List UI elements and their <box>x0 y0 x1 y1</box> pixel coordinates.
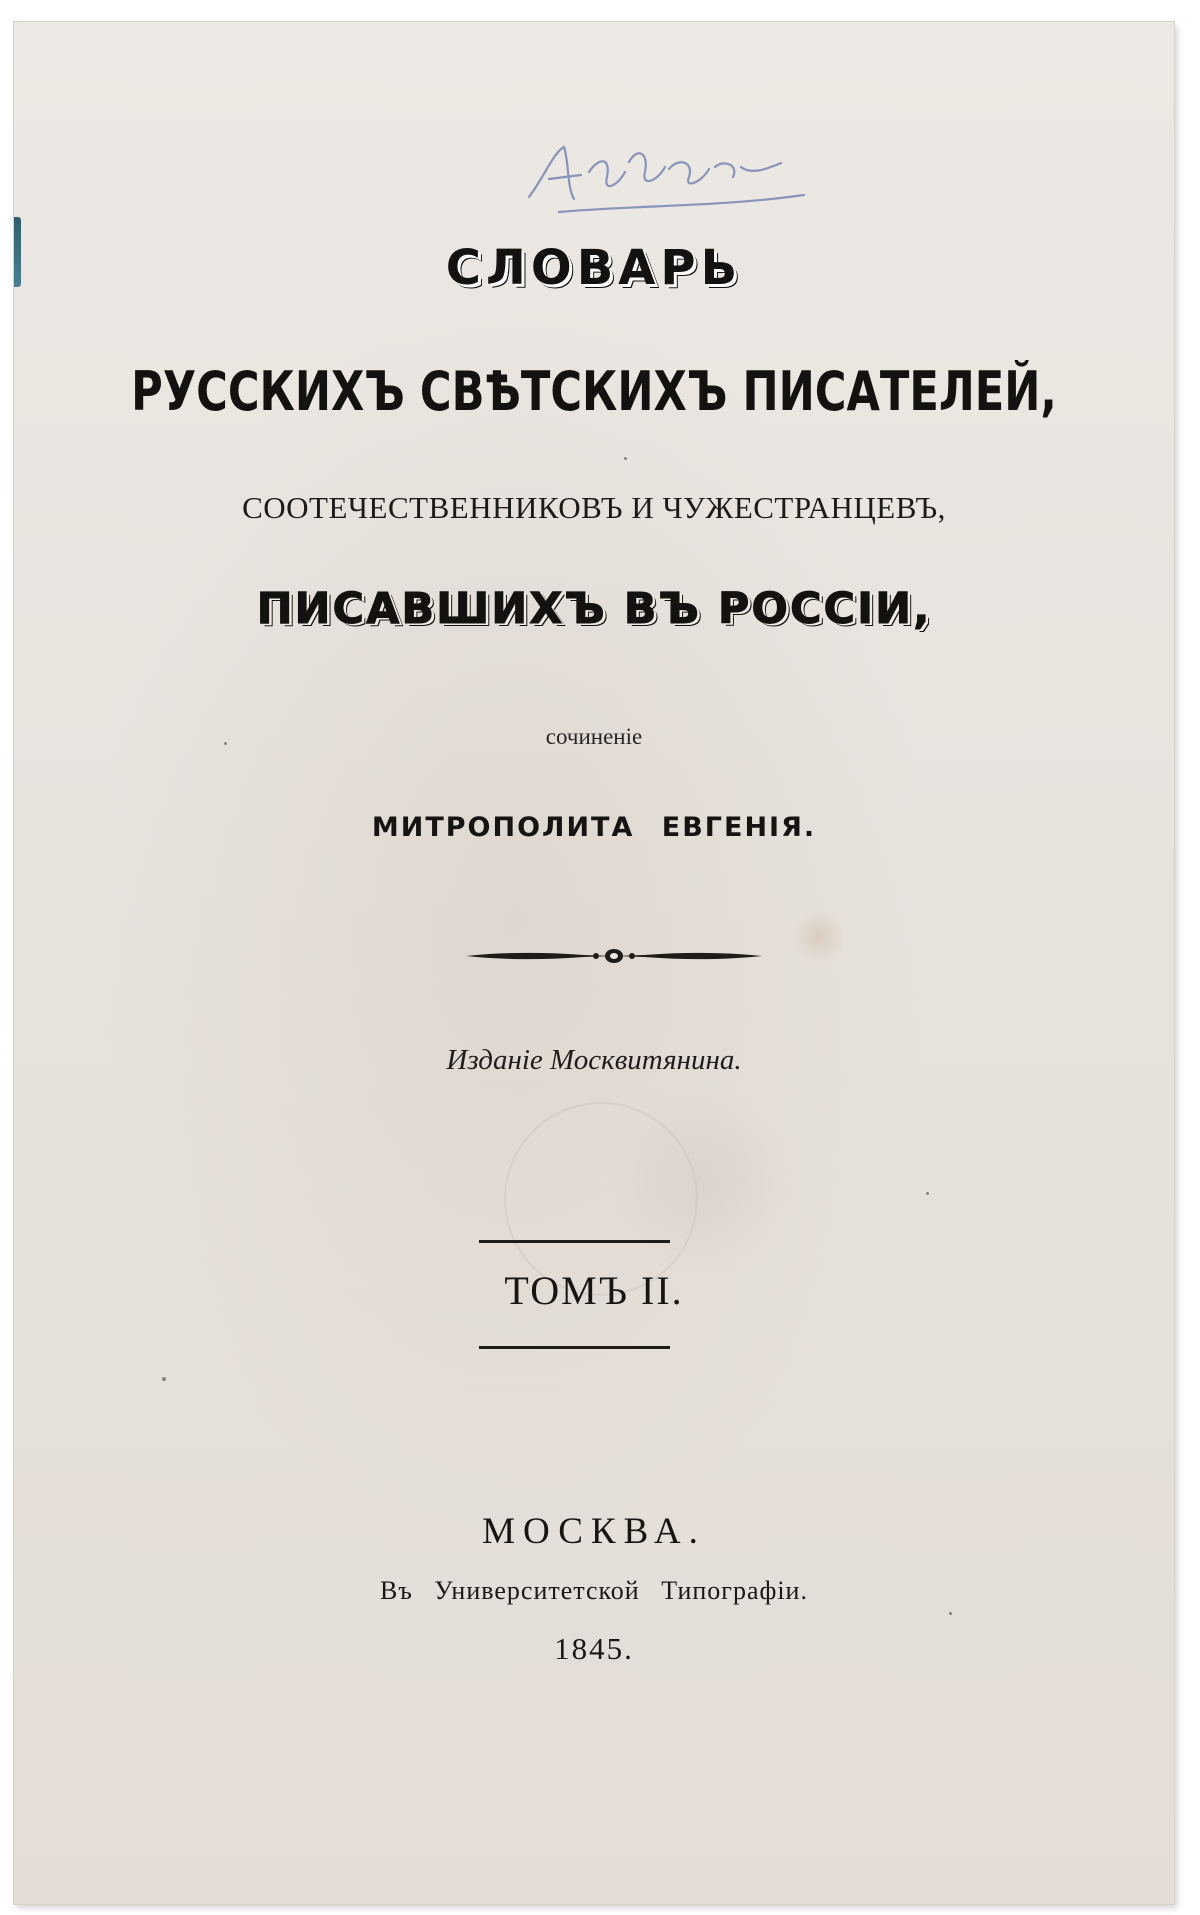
title-line-3: ПИСАВШИХЪ ВЪ РОССІИ, <box>256 584 932 634</box>
edition-note: Изданіе Москвитянина. <box>446 1044 742 1076</box>
paper-speck <box>926 1192 929 1195</box>
subtitle-line: СООТЕЧЕСТВЕННИКОВЪ И ЧУЖЕСТРАНЦЕВЪ, <box>242 490 946 525</box>
imprint-city: МОСКВА. <box>482 1511 706 1552</box>
imprint-press: Въ Университетской Типографіи. <box>380 1576 808 1605</box>
paper-speck <box>949 1612 952 1615</box>
imprint-year: 1845. <box>554 1631 634 1666</box>
ornamental-divider <box>464 942 764 970</box>
volume-number: ТОМЪ II. <box>504 1268 684 1313</box>
author-name: МИТРОПОЛИТА ЕВГЕНІЯ. <box>371 812 817 843</box>
handwritten-signature <box>519 117 819 227</box>
paper-speck <box>162 1377 166 1381</box>
volume-rule-top <box>479 1240 670 1243</box>
paper-speck <box>624 457 627 460</box>
title-line-1: СЛОВАРЬ <box>445 240 743 296</box>
volume-rule-bottom <box>479 1346 670 1349</box>
paper-speck <box>224 742 227 745</box>
title-page <box>14 22 1174 1904</box>
title-line-2: РУССКИХЪ СВѢТСКИХЪ ПИСАТЕЛЕЙ, <box>131 360 1057 423</box>
composition-label: сочиненіе <box>545 724 643 749</box>
